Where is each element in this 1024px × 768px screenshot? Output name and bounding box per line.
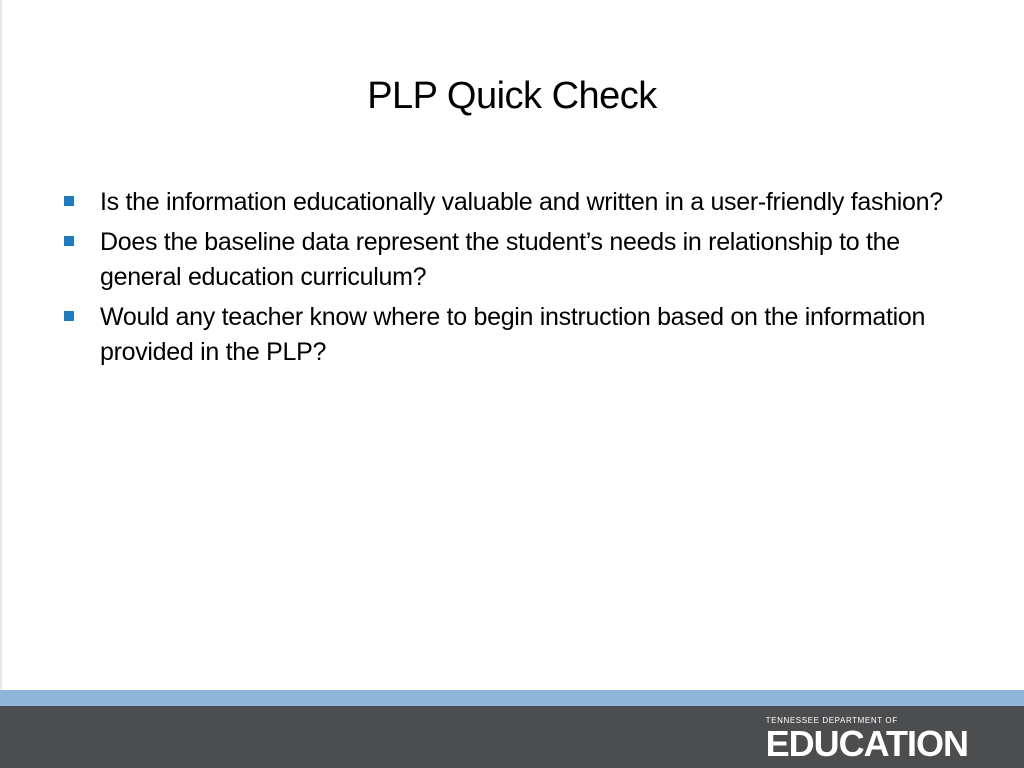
square-bullet-icon (64, 196, 74, 206)
bullet-text: Is the information educationally valuable and written in a user-friendly fashion? (100, 188, 943, 216)
bullet-item (62, 185, 982, 220)
square-bullet-icon (64, 236, 74, 246)
bullet-item (62, 225, 982, 295)
slide-title: PLP Quick Check (367, 75, 657, 117)
department-logo (766, 716, 968, 763)
bullet-text: Does the baseline data represent the student’s needs in relationship to the general education curriculum? (100, 228, 900, 291)
bullet-item (62, 300, 982, 370)
logo-small-text: TENNESSEE DEPARTMENT OF (765, 716, 898, 725)
footer-accent-band (0, 690, 1024, 706)
square-bullet-icon (64, 311, 74, 321)
bullet-list (62, 185, 982, 375)
bullet-text: Would any teacher know where to begin instruction based on the information provided in the PLP? (100, 303, 926, 366)
logo-large-text: EDUCATION (765, 723, 968, 764)
